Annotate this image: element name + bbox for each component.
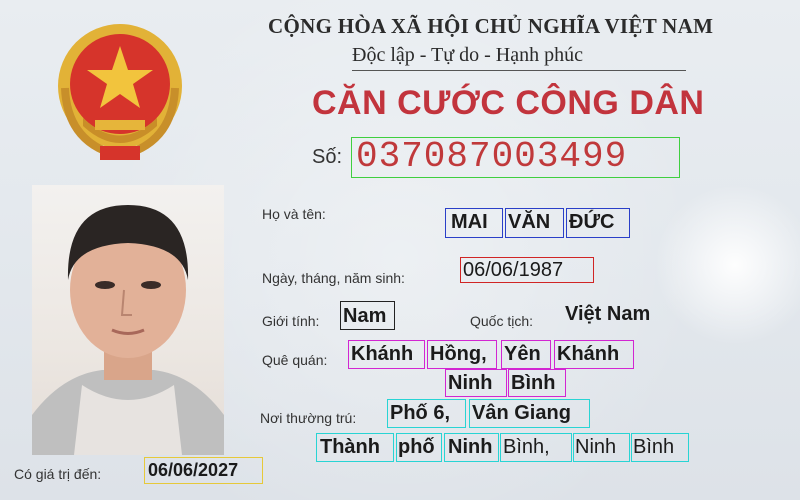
residence-word: Bình,: [503, 436, 550, 458]
residence-word: Ninh: [575, 436, 617, 458]
motto-underline: [352, 70, 686, 71]
hometown-word-box: [348, 340, 425, 369]
card-title: CĂN CƯỚC CÔNG DÂN: [312, 84, 705, 122]
hometown-word-box: [501, 340, 551, 369]
residence-word-box: [573, 433, 630, 462]
name-word: ĐỨC: [569, 211, 615, 233]
name-word: MAI: [451, 211, 488, 233]
hometown-word-box: [427, 340, 497, 369]
hometown-label: Quê quán:: [262, 352, 328, 368]
id-number-label: Số:: [312, 146, 343, 168]
name-word-box: [566, 208, 630, 238]
sex-label: Giới tính:: [262, 313, 320, 329]
expiry-box: [144, 457, 263, 484]
hometown-word: Hồng,: [430, 343, 487, 365]
hometown-word: Khánh: [351, 343, 414, 365]
portrait-photo: [32, 185, 224, 455]
hometown-word: Ninh: [448, 372, 493, 394]
residence-word: Ninh: [448, 436, 493, 458]
birth-date-label: Ngày, tháng, năm sinh:: [262, 270, 405, 286]
nationality-label: Quốc tịch:: [470, 313, 534, 329]
country-name: CỘNG HÒA XÃ HỘI CHỦ NGHĨA VIỆT NAM: [268, 14, 714, 38]
sex-box: [340, 301, 395, 330]
name-word-box: [445, 208, 503, 238]
hometown-word-box: [554, 340, 634, 369]
name-word: VĂN: [508, 211, 551, 233]
hometown-word: Khánh: [557, 343, 620, 365]
expiry-value: 06/06/2027: [148, 460, 239, 480]
residence-word-box: [444, 433, 499, 462]
residence-word-box: [469, 399, 590, 428]
residence-word: Bình: [633, 436, 675, 458]
name-word-box: [505, 208, 564, 238]
residence-word-box: [396, 433, 442, 462]
person-icon: [32, 185, 224, 455]
residence-word-box: [387, 399, 466, 428]
hometown-word: Yên: [504, 343, 541, 365]
id-number-box: [351, 137, 680, 178]
sex-value: Nam: [343, 305, 387, 327]
residence-word: Thành: [320, 436, 380, 458]
residence-word: Vân Giang: [472, 402, 571, 424]
expiry-label: Có giá trị đến:: [14, 466, 102, 482]
hometown-word-box: [445, 369, 507, 397]
residence-word-box: [631, 433, 689, 462]
birth-date-value: 06/06/1987: [463, 259, 564, 281]
hometown-word-box: [508, 369, 566, 397]
residence-word-box: [316, 433, 394, 462]
residence-label: Nơi thường trú:: [260, 410, 357, 426]
residence-word-box: [500, 433, 572, 462]
motto: Độc lập - Tự do - Hạnh phúc: [352, 44, 583, 66]
nationality-value: Việt Nam: [565, 303, 651, 325]
birth-date-box: [460, 257, 594, 283]
residence-word: Phố 6,: [390, 402, 451, 424]
hometown-word: Bình: [511, 372, 556, 394]
national-emblem-icon: [55, 18, 185, 168]
id-number-value: 037087003499: [356, 136, 628, 177]
full-name-label: Họ và tên:: [262, 206, 326, 222]
residence-word: phố: [398, 436, 435, 458]
